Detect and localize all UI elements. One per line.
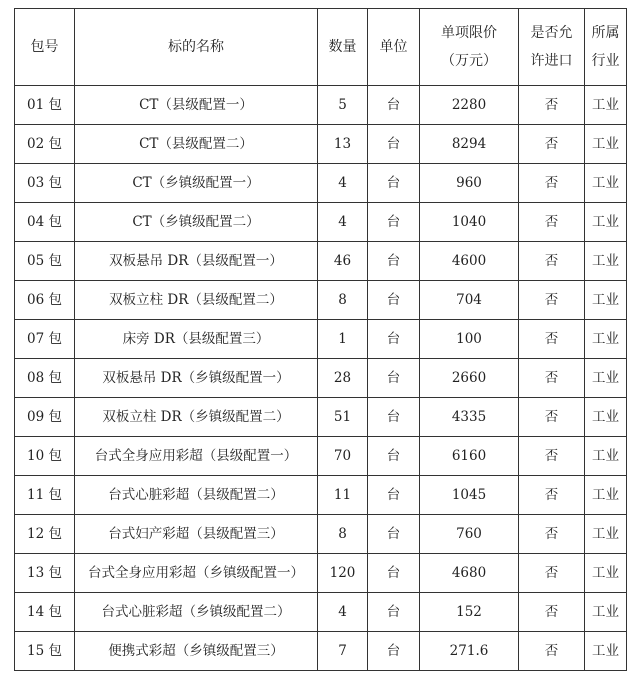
cell-industry: 工业 [585,359,627,398]
cell-package: 09 包 [15,398,75,437]
cell-import: 否 [519,203,585,242]
cell-price: 760 [420,515,519,554]
cell-quantity: 51 [318,398,368,437]
table-row [15,203,627,242]
cell-package: 15 包 [15,632,75,671]
procurement-table [14,8,627,671]
cell-unit: 台 [368,320,420,359]
cell-industry: 工业 [585,164,627,203]
cell-industry: 工业 [585,281,627,320]
cell-unit: 台 [368,203,420,242]
cell-quantity: 5 [318,86,368,125]
cell-name: 双板立柱 DR（乡镇级配置二） [75,398,318,437]
cell-unit: 台 [368,398,420,437]
header-name: 标的名称 [75,9,318,86]
header-unit: 单位 [368,9,420,86]
cell-industry: 工业 [585,125,627,164]
cell-import: 否 [519,437,585,476]
header-package: 包号 [15,9,75,86]
cell-industry: 工业 [585,593,627,632]
cell-package: 03 包 [15,164,75,203]
cell-industry: 工业 [585,398,627,437]
cell-unit: 台 [368,86,420,125]
cell-price: 1040 [420,203,519,242]
header-quantity: 数量 [318,9,368,86]
table-row [15,86,627,125]
cell-package: 11 包 [15,476,75,515]
table-header [15,9,627,86]
cell-name: 台式心脏彩超（乡镇级配置二） [75,593,318,632]
table-body [15,86,627,671]
cell-industry: 工业 [585,476,627,515]
cell-name: 台式心脏彩超（县级配置二） [75,476,318,515]
cell-quantity: 8 [318,515,368,554]
cell-package: 07 包 [15,320,75,359]
cell-name: 便携式彩超（乡镇级配置三） [75,632,318,671]
cell-unit: 台 [368,437,420,476]
cell-import: 否 [519,476,585,515]
cell-price: 2660 [420,359,519,398]
cell-industry: 工业 [585,86,627,125]
cell-package: 12 包 [15,515,75,554]
cell-quantity: 4 [318,593,368,632]
cell-price: 4680 [420,554,519,593]
cell-industry: 工业 [585,203,627,242]
cell-unit: 台 [368,593,420,632]
cell-package: 02 包 [15,125,75,164]
cell-name: 双板悬吊 DR（乡镇级配置一） [75,359,318,398]
table-row [15,515,627,554]
cell-name: 台式妇产彩超（县级配置三） [75,515,318,554]
cell-name: CT（乡镇级配置二） [75,203,318,242]
cell-package: 06 包 [15,281,75,320]
cell-industry: 工业 [585,632,627,671]
cell-quantity: 13 [318,125,368,164]
header-import-line2: 许进口 [530,53,573,69]
cell-name: 双板立柱 DR（县级配置二） [75,281,318,320]
cell-price: 4335 [420,398,519,437]
cell-name: CT（县级配置一） [75,86,318,125]
cell-quantity: 4 [318,164,368,203]
cell-import: 否 [519,515,585,554]
cell-import: 否 [519,281,585,320]
header-import [519,9,585,86]
cell-package: 05 包 [15,242,75,281]
table-row [15,320,627,359]
table-row [15,593,627,632]
header-industry [585,9,627,86]
cell-quantity: 4 [318,203,368,242]
cell-package: 01 包 [15,86,75,125]
cell-price: 960 [420,164,519,203]
cell-unit: 台 [368,125,420,164]
cell-unit: 台 [368,476,420,515]
table-row [15,164,627,203]
cell-quantity: 120 [318,554,368,593]
cell-price: 6160 [420,437,519,476]
cell-import: 否 [519,242,585,281]
cell-unit: 台 [368,281,420,320]
cell-industry: 工业 [585,554,627,593]
cell-import: 否 [519,125,585,164]
header-industry-line1: 所属 [591,25,620,41]
cell-name: 台式全身应用彩超（乡镇级配置一） [75,554,318,593]
cell-price: 8294 [420,125,519,164]
cell-industry: 工业 [585,515,627,554]
cell-unit: 台 [368,359,420,398]
header-industry-line2: 行业 [591,53,620,69]
cell-unit: 台 [368,632,420,671]
cell-import: 否 [519,593,585,632]
cell-unit: 台 [368,242,420,281]
cell-package: 13 包 [15,554,75,593]
cell-name: 台式全身应用彩超（县级配置一） [75,437,318,476]
cell-quantity: 1 [318,320,368,359]
cell-import: 否 [519,164,585,203]
cell-unit: 台 [368,164,420,203]
table-row [15,476,627,515]
cell-price: 2280 [420,86,519,125]
cell-import: 否 [519,398,585,437]
cell-quantity: 46 [318,242,368,281]
table-row [15,554,627,593]
cell-price: 4600 [420,242,519,281]
cell-quantity: 28 [318,359,368,398]
table-row [15,398,627,437]
table-row [15,125,627,164]
cell-name: CT（县级配置二） [75,125,318,164]
cell-package: 08 包 [15,359,75,398]
header-price [420,9,519,86]
cell-import: 否 [519,632,585,671]
cell-name: 双板悬吊 DR（县级配置一） [75,242,318,281]
table-row [15,281,627,320]
cell-price: 1045 [420,476,519,515]
table-row [15,632,627,671]
cell-industry: 工业 [585,320,627,359]
cell-quantity: 70 [318,437,368,476]
cell-quantity: 8 [318,281,368,320]
cell-unit: 台 [368,554,420,593]
cell-quantity: 11 [318,476,368,515]
table-row [15,359,627,398]
cell-industry: 工业 [585,437,627,476]
header-price-line1: 单项限价 [441,25,497,41]
cell-price: 100 [420,320,519,359]
header-price-line2: （万元） [441,53,497,69]
cell-price: 271.6 [420,632,519,671]
cell-import: 否 [519,320,585,359]
table-row [15,242,627,281]
cell-quantity: 7 [318,632,368,671]
cell-import: 否 [519,359,585,398]
cell-package: 14 包 [15,593,75,632]
cell-import: 否 [519,554,585,593]
cell-unit: 台 [368,515,420,554]
cell-name: CT（乡镇级配置一） [75,164,318,203]
cell-package: 04 包 [15,203,75,242]
cell-price: 152 [420,593,519,632]
cell-industry: 工业 [585,242,627,281]
cell-package: 10 包 [15,437,75,476]
cell-name: 床旁 DR（县级配置三） [75,320,318,359]
header-row [15,9,627,86]
table-row [15,437,627,476]
cell-price: 704 [420,281,519,320]
cell-import: 否 [519,86,585,125]
header-import-line1: 是否允 [530,25,573,41]
